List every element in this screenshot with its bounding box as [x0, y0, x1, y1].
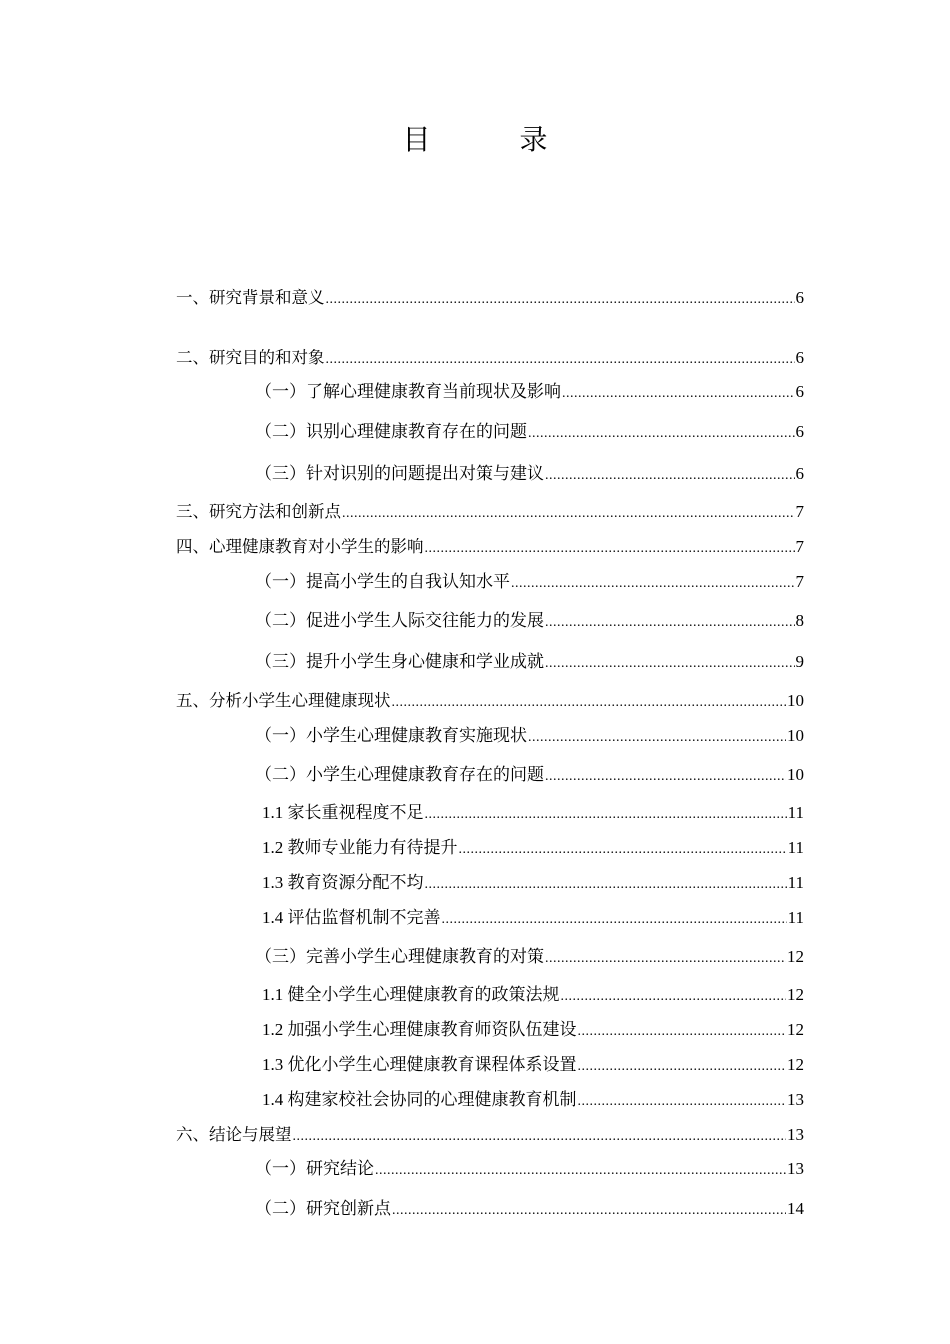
toc-entry-text: （一）提高小学生的自我认知水平: [255, 572, 510, 591]
toc-entry-page: 11: [787, 803, 804, 822]
toc-entry-page: 13: [787, 1090, 804, 1109]
toc-entry-text: （二）小学生心理健康教育存在的问题: [255, 765, 544, 784]
toc-leader: [528, 422, 795, 446]
toc-leader: [425, 873, 787, 897]
toc-entry-page: 12: [787, 985, 804, 1004]
toc-entry[interactable]: [262, 1088, 804, 1112]
toc-leader: [442, 908, 787, 932]
toc-leader: [545, 765, 786, 789]
toc-entry-page: 12: [787, 1020, 804, 1039]
toc-entry[interactable]: [255, 724, 804, 748]
toc-leader: [511, 572, 795, 596]
toc-entry-text: 一、研究背景和意义: [176, 288, 325, 307]
toc-entry-page: 7: [795, 537, 804, 556]
toc-entry-text: 三、研究方法和创新点: [176, 502, 341, 521]
toc-entry[interactable]: [262, 983, 804, 1007]
toc-entry[interactable]: [262, 871, 804, 895]
toc-leader: [545, 464, 795, 488]
toc-leader: [578, 1090, 787, 1114]
toc-entry-text: 1.2 加强小学生心理健康教育师资队伍建设: [262, 1020, 577, 1039]
toc-entry-page: 10: [787, 691, 804, 710]
toc-entry[interactable]: [176, 535, 804, 559]
toc-entry-text: （三）提升小学生身心健康和学业成就: [255, 652, 544, 671]
toc-entry-text: 1.3 优化小学生心理健康教育课程体系设置: [262, 1055, 577, 1074]
toc-entry-text: （二）识别心理健康教育存在的问题: [255, 422, 527, 441]
toc-entry-page: 6: [795, 348, 804, 367]
toc-leader: [459, 838, 787, 862]
toc-entry-text: （一）研究结论: [255, 1159, 374, 1178]
toc-entry[interactable]: [255, 1157, 804, 1181]
toc-leader: [578, 1055, 787, 1079]
toc-entry-text: （一）了解心理健康教育当前现状及影响: [255, 382, 561, 401]
toc-entry-text: 二、研究目的和对象: [176, 348, 325, 367]
toc-entry[interactable]: [255, 380, 804, 404]
toc-entry-page: 6: [795, 382, 804, 401]
toc-entry-page: 6: [795, 288, 804, 307]
toc-entry[interactable]: [255, 420, 804, 444]
toc-entry-page: 6: [795, 464, 804, 483]
toc-entry[interactable]: [176, 1123, 804, 1147]
toc-entry[interactable]: [176, 689, 804, 713]
toc-entry-text: （三）完善小学生心理健康教育的对策: [255, 947, 544, 966]
toc-entry-page: 8: [795, 611, 804, 630]
toc-title: 目 录: [402, 123, 588, 156]
toc-entry-text: 1.1 健全小学生心理健康教育的政策法规: [262, 985, 560, 1004]
toc-entry[interactable]: [176, 286, 804, 310]
toc-entry[interactable]: [176, 500, 804, 524]
toc-entry-text: （二）促进小学生人际交往能力的发展: [255, 611, 544, 630]
toc-entry-page: 11: [787, 908, 804, 927]
toc-entry[interactable]: [262, 836, 804, 860]
toc-entry-page: 9: [795, 652, 804, 671]
toc-entry-page: 13: [787, 1159, 804, 1178]
toc-entry[interactable]: [255, 609, 804, 633]
toc-entry-text: 1.4 评估监督机制不完善: [262, 908, 441, 927]
toc-entry[interactable]: [176, 346, 804, 370]
toc-entry-text: 六、结论与展望: [176, 1125, 292, 1144]
toc-leader: [425, 537, 795, 561]
toc-leader: [342, 502, 795, 526]
toc-leader: [392, 691, 787, 715]
toc-entry[interactable]: [262, 1053, 804, 1077]
toc-leader: [425, 803, 787, 827]
toc-entry-page: 13: [787, 1125, 804, 1144]
toc-entry[interactable]: [262, 801, 804, 825]
toc-leader: [326, 348, 795, 372]
toc-entry-page: 12: [787, 1055, 804, 1074]
toc-leader: [293, 1125, 787, 1149]
toc-entry-page: 12: [787, 947, 804, 966]
toc-leader: [545, 947, 786, 971]
toc-leader: [375, 1159, 786, 1183]
toc-entry-text: （二）研究创新点: [255, 1199, 391, 1218]
toc-leader: [562, 382, 795, 406]
toc-entry-text: 1.4 构建家校社会协同的心理健康教育机制: [262, 1090, 577, 1109]
toc-entry-page: 10: [787, 765, 804, 784]
toc-entry-page: 6: [795, 422, 804, 441]
toc-leader: [578, 1020, 787, 1044]
toc-leader: [545, 611, 795, 635]
toc-entry[interactable]: [262, 1018, 804, 1042]
toc-entry-text: （一）小学生心理健康教育实施现状: [255, 726, 527, 745]
toc-entry-page: 7: [795, 502, 804, 521]
toc-leader: [545, 652, 795, 676]
toc-leader: [392, 1199, 786, 1223]
toc-entry[interactable]: [255, 1197, 804, 1221]
toc-entry-page: 10: [787, 726, 804, 745]
toc-entry-text: 1.1 家长重视程度不足: [262, 803, 424, 822]
toc-entry[interactable]: [255, 462, 804, 486]
toc-entry-page: 11: [787, 838, 804, 857]
toc-entry-page: 11: [787, 873, 804, 892]
toc-entry[interactable]: [255, 570, 804, 594]
toc-entry[interactable]: [262, 906, 804, 930]
toc-leader: [326, 288, 795, 312]
toc-entry-text: 1.3 教育资源分配不均: [262, 873, 424, 892]
toc-entry-text: （三）针对识别的问题提出对策与建议: [255, 464, 544, 483]
toc-entry[interactable]: [255, 945, 804, 969]
toc-entry[interactable]: [255, 650, 804, 674]
toc-entry-text: 1.2 教师专业能力有待提升: [262, 838, 458, 857]
toc-entry[interactable]: [255, 763, 804, 787]
toc-entry-page: 14: [787, 1199, 804, 1218]
toc-leader: [561, 985, 787, 1009]
toc-entry-text: 五、分析小学生心理健康现状: [176, 691, 391, 710]
toc-entry-text: 四、心理健康教育对小学生的影响: [176, 537, 424, 556]
toc-entry-page: 7: [795, 572, 804, 591]
toc-leader: [528, 726, 786, 750]
